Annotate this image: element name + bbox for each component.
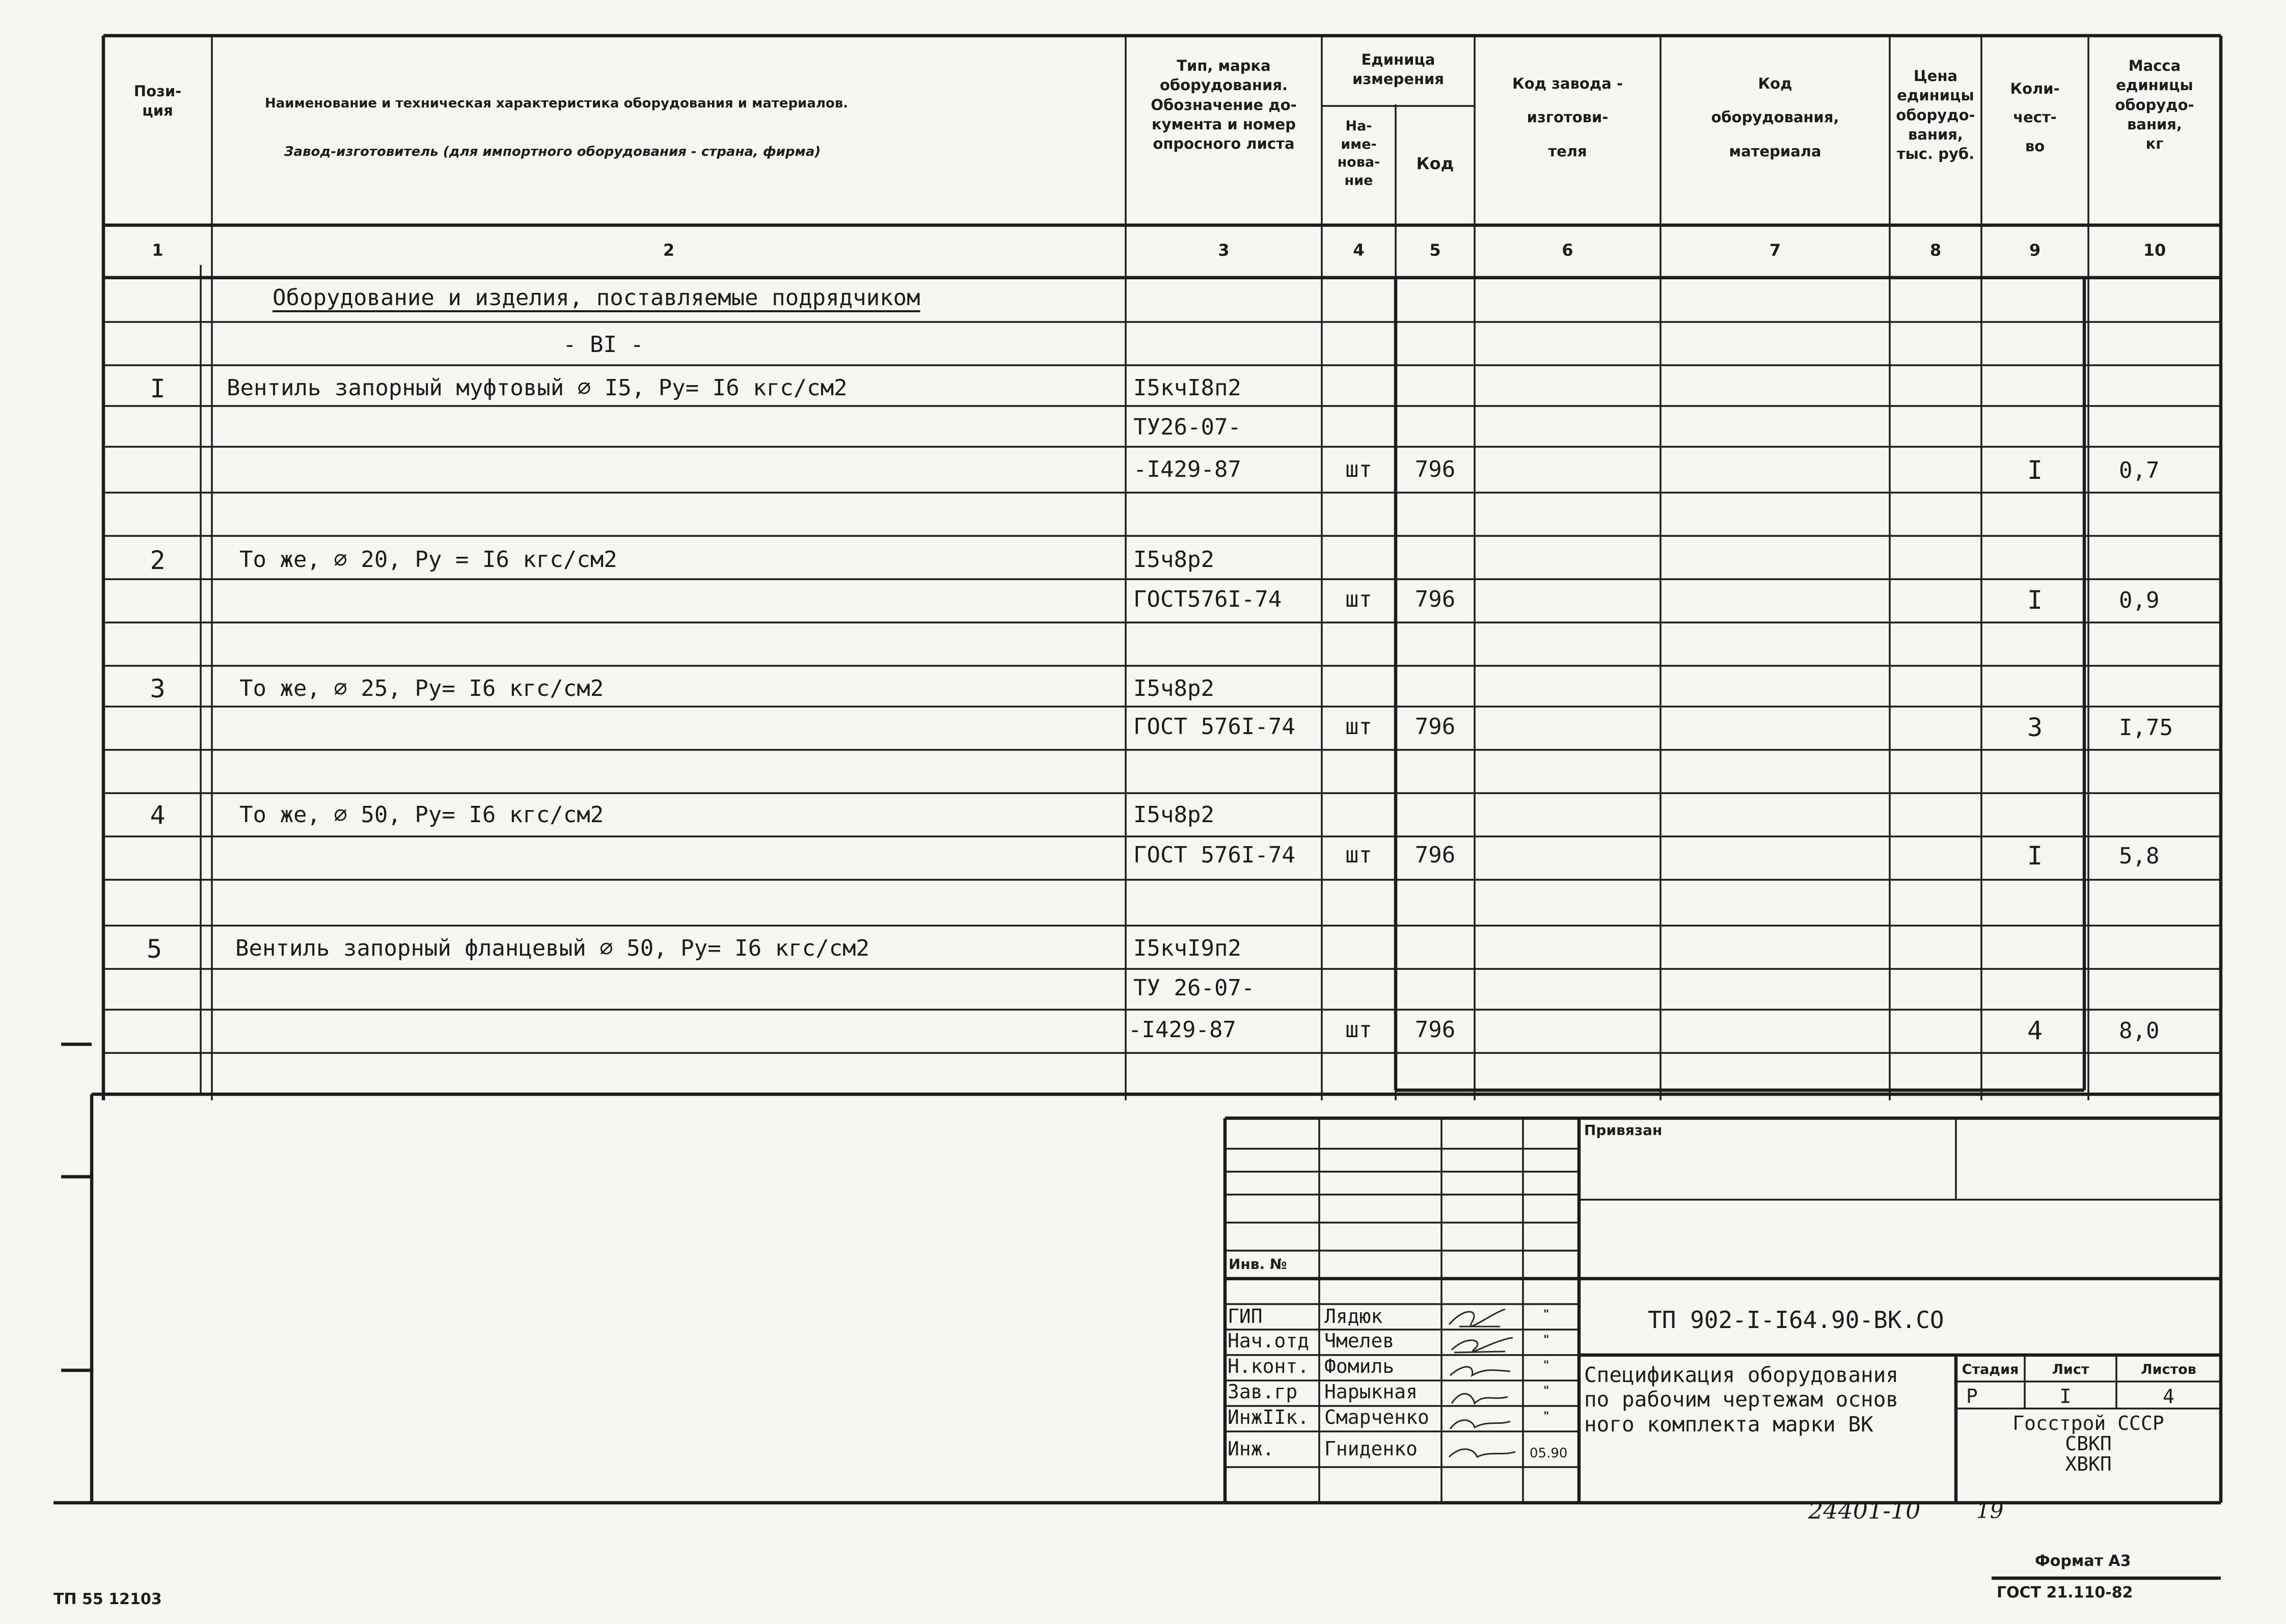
- header-line: теля: [1548, 142, 1587, 160]
- gost-label: ГОСТ 21.110-82: [1997, 1584, 2133, 1602]
- tp-number: ТП 55 12103: [53, 1590, 162, 1608]
- row-quantity: I: [2027, 585, 2043, 615]
- row-type: ГОСТ 576I-74: [1133, 714, 1295, 740]
- row-position: 2: [150, 546, 166, 575]
- section-title: Оборудование и изделия, поставляемые подрядчиком: [273, 285, 920, 311]
- role-label: Зав.гр: [1228, 1381, 1298, 1403]
- header-line: На-: [1345, 118, 1372, 134]
- header-line: Коли-: [2010, 80, 2060, 97]
- row-position: 3: [150, 674, 166, 703]
- header-line: Код завода -: [1512, 75, 1623, 92]
- row-unit: шт: [1345, 1017, 1372, 1043]
- header-line: оборудо-: [1896, 106, 1975, 124]
- column-number: 5: [1429, 240, 1441, 260]
- row-unit-code: 796: [1414, 714, 1456, 740]
- header-price: [1890, 66, 1981, 164]
- organization: [1956, 1414, 2221, 1475]
- header-line: Обозначение до-: [1151, 96, 1297, 114]
- header-line: тыс. руб.: [1896, 145, 1975, 163]
- row-type: ГОСТ576I-74: [1133, 586, 1282, 612]
- header-line: вания,: [1908, 125, 1963, 143]
- header-line: единицы: [1897, 87, 1974, 104]
- row-mass: 5,8: [2119, 843, 2160, 869]
- header-maker-code: [1475, 74, 1661, 161]
- header-line: оборудования.: [1159, 76, 1288, 94]
- row-type: -I429-87: [1128, 1017, 1236, 1043]
- column-number: 6: [1562, 240, 1573, 260]
- person-name: Смарченко: [1324, 1406, 1429, 1428]
- stage-label: Стадия: [1962, 1362, 2019, 1377]
- header-mass: [2088, 56, 2221, 153]
- row-type: ГОСТ 576I-74: [1133, 842, 1295, 868]
- row-name: Вентиль запорный фланцевый ∅ 50, Ру= I6 кгс/см2: [235, 935, 870, 961]
- role-label: Н.конт.: [1228, 1355, 1310, 1377]
- row-type: I5ч8р2: [1133, 547, 1214, 573]
- row-type: -I429-87: [1133, 456, 1241, 482]
- row-name: Вентиль запорный муфтовый ∅ I5, Ру= I6 кгс/см2: [227, 375, 848, 401]
- organization-line: СВКП: [2065, 1432, 2112, 1455]
- header-line: ние: [1344, 172, 1373, 188]
- row-name: То же, ∅ 20, Ру = I6 кгс/см2: [239, 547, 617, 573]
- column-number: 7: [1769, 240, 1781, 260]
- column-number: 2: [663, 240, 675, 260]
- row-type: I5кчI9п2: [1133, 935, 1241, 961]
- document-description: [1584, 1363, 1898, 1437]
- sheets-value: 4: [2163, 1385, 2174, 1408]
- row-unit-code: 796: [1414, 1017, 1456, 1043]
- header-line: Код: [1758, 75, 1792, 92]
- row-unit-code: 796: [1414, 842, 1456, 868]
- header-line: измерения: [1352, 70, 1444, 88]
- column-number: 9: [2029, 240, 2041, 260]
- role-label: ГИП: [1228, 1305, 1263, 1328]
- role-label: Нач.отд: [1228, 1330, 1310, 1352]
- header-line: Цена: [1913, 67, 1958, 85]
- person-name: Лядюк: [1324, 1305, 1383, 1328]
- description-line: Спецификация оборудования: [1584, 1363, 1899, 1387]
- header-line: Тип, марка: [1177, 57, 1271, 74]
- header-quantity: [1981, 79, 2088, 156]
- person-name: Нарыкная: [1324, 1381, 1418, 1403]
- row-type: I5ч8р2: [1133, 675, 1214, 701]
- header-line: оборудо-: [2115, 96, 2194, 114]
- column-number: 8: [1929, 240, 1942, 260]
- privyazan-label: Привязан: [1584, 1122, 1663, 1139]
- header-unit-name: [1322, 117, 1396, 190]
- header-line: вания,: [2127, 115, 2182, 133]
- sheets-label: Листов: [2141, 1362, 2196, 1377]
- row-unit-code: 796: [1414, 456, 1456, 482]
- date-mark: ": [1543, 1359, 1549, 1372]
- person-name: Чмелев: [1324, 1330, 1395, 1352]
- header-line: изготови-: [1527, 109, 1609, 126]
- row-quantity: I: [2027, 455, 2043, 485]
- header-line: материала: [1729, 142, 1821, 160]
- person-name: Фомиль: [1324, 1355, 1395, 1377]
- header-line: во: [2025, 137, 2045, 155]
- role-label: ИнжIIк.: [1228, 1406, 1310, 1428]
- person-name: Гниденко: [1324, 1438, 1418, 1460]
- inventory-number-label: Инв. №: [1229, 1256, 1287, 1273]
- row-quantity: 4: [2027, 1016, 2043, 1045]
- header-position: [103, 82, 212, 121]
- row-type: I5ч8р2: [1133, 802, 1214, 828]
- row-unit: шт: [1345, 456, 1372, 482]
- header-line: кг: [2145, 135, 2164, 153]
- subsection-title: - BI -: [563, 332, 644, 358]
- header-equipment-code: [1661, 74, 1890, 161]
- organization-line: Госстрой СССР: [2012, 1412, 2164, 1434]
- row-quantity: 3: [2027, 713, 2043, 742]
- column-number: 1: [152, 240, 164, 260]
- column-number: 10: [2143, 240, 2166, 260]
- stage-value: Р: [1966, 1385, 1978, 1408]
- row-mass: 0,9: [2119, 587, 2160, 613]
- date-mark: ": [1543, 1385, 1549, 1397]
- row-mass: 0,7: [2119, 457, 2160, 483]
- header-line: кумента и номер: [1152, 115, 1296, 133]
- date-mark: ": [1543, 1334, 1549, 1346]
- header-line: опросного листа: [1153, 135, 1295, 153]
- row-name: То же, ∅ 25, Ру= I6 кгс/см2: [239, 675, 604, 701]
- header-line: Масса: [2128, 57, 2181, 74]
- header-type: [1126, 56, 1322, 153]
- row-type: ТУ 26-07-: [1133, 975, 1255, 1001]
- column-number: 3: [1218, 240, 1230, 260]
- organization-line: ХВКП: [2065, 1452, 2112, 1475]
- header-line: оборудования,: [1711, 109, 1839, 126]
- header-line: Пози-: [133, 83, 182, 100]
- row-position: 5: [146, 934, 162, 964]
- header-line: нова-: [1337, 154, 1380, 171]
- signatures: [1444, 1304, 1520, 1472]
- column-number: 4: [1353, 240, 1365, 260]
- header-line: Единица: [1361, 51, 1435, 68]
- header-unit-code: Код: [1416, 154, 1454, 173]
- sheet-value: I: [2059, 1385, 2072, 1408]
- row-unit-code: 796: [1414, 586, 1456, 612]
- header-manufacturer: Завод-изготовитель (для импортного оборудования - страна, фирма): [284, 144, 821, 159]
- header-line: име-: [1341, 136, 1377, 152]
- archive-sheet: 19: [1976, 1498, 2004, 1523]
- date-mark: ": [1543, 1308, 1549, 1321]
- row-unit: шт: [1345, 714, 1372, 740]
- sheet-label: Лист: [2052, 1362, 2089, 1377]
- header-line: ция: [142, 102, 173, 120]
- header-name: Наименование и техническая характеристика оборудования и материалов.: [265, 96, 849, 111]
- row-quantity: I: [2027, 841, 2043, 871]
- row-type: I5кчI8п2: [1133, 375, 1241, 401]
- description-line: ного комплекта марки ВК: [1584, 1412, 1873, 1437]
- document-code: ТП 902-I-I64.90-ВК.СО: [1648, 1306, 1944, 1334]
- format-label: Формат А3: [2035, 1552, 2131, 1570]
- row-mass: 8,0: [2119, 1018, 2160, 1044]
- row-position: I: [150, 374, 166, 403]
- row-position: 4: [150, 800, 166, 830]
- header-line: чест-: [2013, 109, 2057, 126]
- header-units: [1322, 50, 1475, 89]
- role-label: Инж.: [1228, 1438, 1274, 1460]
- header-line: единицы: [2116, 76, 2193, 94]
- date-value: 05.90: [1530, 1446, 1568, 1461]
- row-mass: I,75: [2119, 715, 2173, 741]
- row-name: То же, ∅ 50, Ру= I6 кгс/см2: [239, 802, 604, 828]
- row-unit: шт: [1345, 842, 1372, 868]
- description-line: по рабочим чертежам основ: [1584, 1387, 1899, 1412]
- archive-number: 24401-10: [1808, 1497, 1921, 1524]
- date-mark: ": [1543, 1410, 1549, 1423]
- row-type: ТУ26-07-: [1133, 414, 1241, 440]
- row-unit: шт: [1345, 586, 1372, 612]
